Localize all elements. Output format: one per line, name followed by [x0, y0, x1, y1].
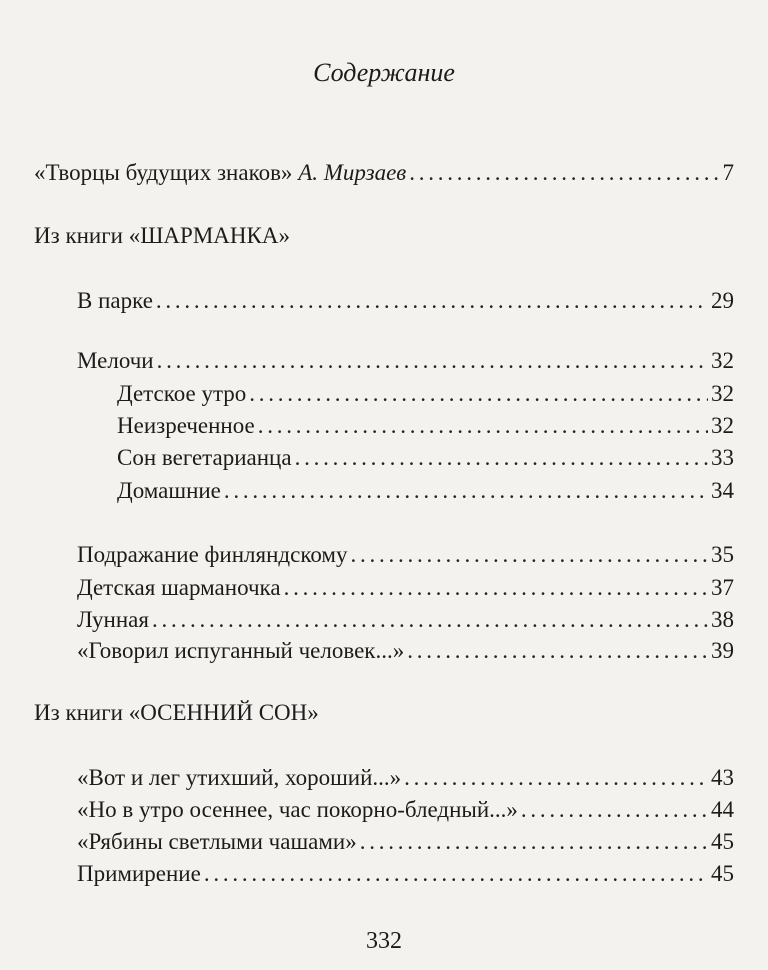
- leader-dots: [521, 797, 708, 823]
- page-number: 44: [711, 797, 734, 822]
- entry-title: «Говорил испуганный человек...»: [77, 638, 405, 663]
- toc-entry: [77, 861, 734, 887]
- page-number: 32: [711, 413, 734, 438]
- toc-entry: [77, 348, 734, 374]
- leader-dots: [157, 348, 708, 374]
- leader-dots: [350, 542, 708, 568]
- leader-dots: [224, 478, 708, 504]
- leader-dots: [156, 288, 708, 314]
- toc-entry: [77, 765, 734, 791]
- entry-title: Подражание финляндскому: [77, 542, 348, 567]
- entry-author: А. Мирзаев: [298, 160, 407, 185]
- toc-entry: [117, 413, 734, 439]
- entry-title: «Рябины светлыми чашами»: [77, 829, 357, 854]
- leader-dots: [284, 575, 708, 601]
- toc-entry: [77, 288, 734, 314]
- entry-title: «Вот и лег утихший, хороший...»: [77, 765, 402, 790]
- toc-entry: [117, 445, 734, 471]
- entry-title: Детское утро: [117, 381, 247, 406]
- folio-page-number: 332: [366, 928, 402, 954]
- toc-entry: [117, 381, 734, 407]
- toc-entry: [77, 797, 734, 823]
- page-number: 32: [711, 381, 734, 406]
- toc-entry: [77, 575, 734, 601]
- section-heading: Из книги «ШАРМАНКА»: [34, 223, 290, 248]
- page-number: 38: [711, 607, 734, 632]
- page-number: 29: [711, 288, 734, 313]
- page-number: 39: [711, 638, 734, 663]
- page-number: 45: [711, 861, 734, 886]
- page-number: 7: [722, 160, 734, 185]
- page-number: 34: [711, 478, 734, 503]
- section-heading: Из книги «ОСЕННИЙ СОН»: [34, 700, 319, 725]
- leader-dots: [404, 765, 708, 791]
- page-title: Содержание: [313, 58, 455, 87]
- entry-title: Мелочи: [77, 348, 154, 373]
- leader-dots: [152, 607, 708, 633]
- toc-entry: [77, 542, 734, 568]
- leader-dots: [409, 160, 719, 186]
- entry-title: Примирение: [77, 861, 201, 886]
- toc-entry: [77, 638, 734, 664]
- entry-title: Лунная: [77, 607, 149, 632]
- toc-entry: [117, 478, 734, 504]
- page-number: 43: [711, 765, 734, 790]
- toc-entry: [77, 607, 734, 633]
- entry-title: Домашние: [117, 478, 221, 503]
- leader-dots: [295, 445, 708, 471]
- page-number: 35: [711, 542, 734, 567]
- entry-title: Неизреченное: [117, 413, 255, 438]
- entry-title: «Творцы будущих знаков»: [34, 160, 293, 185]
- leader-dots: [249, 381, 708, 407]
- page-number: 37: [711, 575, 734, 600]
- toc-entry: [34, 160, 734, 186]
- leader-dots: [258, 413, 708, 439]
- leader-dots: [407, 638, 708, 664]
- entry-title: Сон вегетарианца: [117, 445, 292, 470]
- leader-dots: [360, 829, 708, 855]
- page-number: 32: [711, 348, 734, 373]
- page-number: 45: [711, 829, 734, 854]
- toc-entry: [77, 829, 734, 855]
- entry-title: Детская шарманочка: [77, 575, 281, 600]
- leader-dots: [204, 861, 708, 887]
- entry-title: «Но в утро осеннее, час покорно-бледный...»: [77, 797, 518, 822]
- entry-title: В парке: [77, 288, 153, 313]
- page-number: 33: [711, 445, 734, 470]
